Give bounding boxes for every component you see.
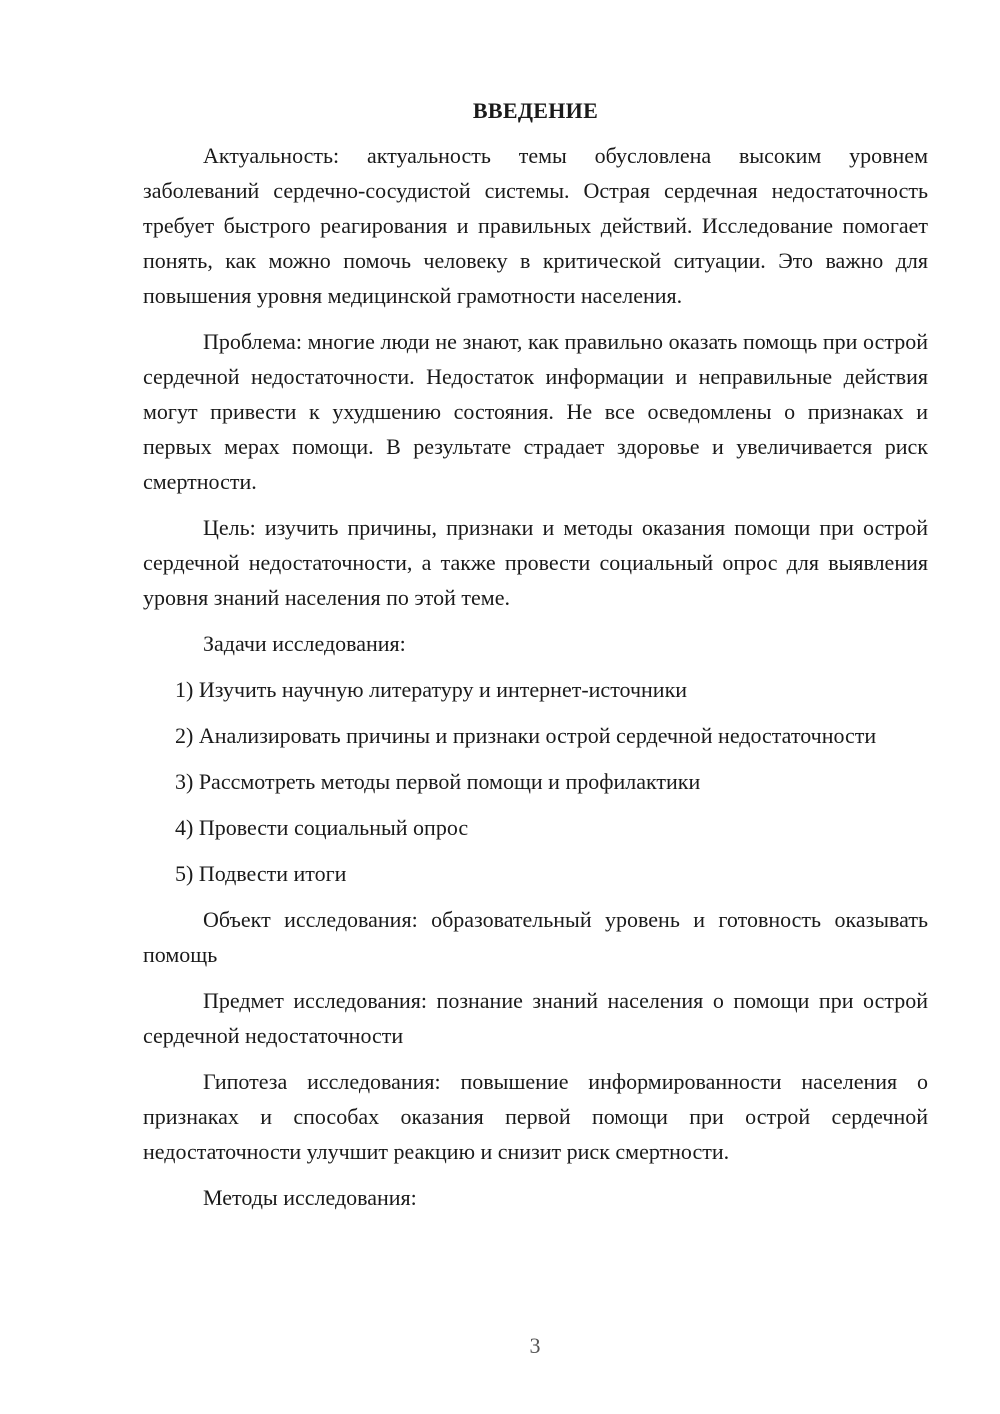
paragraph-subject: Предмет исследования: познание знаний населения о помощи при острой сердечной недостаточности <box>143 988 928 1048</box>
list-item: 2) Анализировать причины и признаки острой сердечной недостаточности <box>175 723 877 748</box>
list-item: 4) Провести социальный опрос <box>175 815 469 840</box>
page-number: 3 <box>529 1333 541 1358</box>
list-item: 3) Рассмотреть методы первой помощи и профилактики <box>175 769 701 794</box>
list-item: 5) Подвести итоги <box>175 861 347 886</box>
methods-heading: Методы исследования: <box>203 1185 417 1210</box>
paragraph-hypothesis: Гипотеза исследования: повышение информированности населения о признаках и способах оказания первой помощи при острой сердечной недостаточности улучшит реакцию и снизит риск смертности. <box>143 1069 928 1164</box>
tasks-list <box>143 672 928 891</box>
list-item: 1) Изучить научную литературу и интернет-источники <box>175 677 688 702</box>
page-title: ВВЕДЕНИЕ <box>472 98 599 123</box>
paragraph-object: Объект исследования: образовательный уровень и готовность оказывать помощь <box>143 907 928 967</box>
paragraph-problem: Проблема: многие люди не знают, как правильно оказать помощь при острой сердечной недостаточности. Недостаток информации и неправильные действия могут привести к ухудшению состояния. Не все осведомлены о признаках и первых мерах помощи. В результате страдает здоровье и увеличивается риск смертности. <box>143 329 928 494</box>
paragraph-relevance: Актуальность: актуальность темы обусловлена высоким уровнем заболеваний сердечно-сосудистой системы. Острая сердечная недостаточность требует быстрого реагирования и правильных действий. Исследование помогает понять, как можно помочь человеку в критической ситуации. Это важно для повышения уровня медицинской грамотности населения. <box>143 143 928 308</box>
tasks-heading: Задачи исследования: <box>203 631 406 656</box>
paragraph-goal: Цель: изучить причины, признаки и методы оказания помощи при острой сердечной недостаточности, а также провести социальный опрос для выявления уровня знаний населения по этой теме. <box>143 515 928 610</box>
document-page <box>143 96 928 1226</box>
